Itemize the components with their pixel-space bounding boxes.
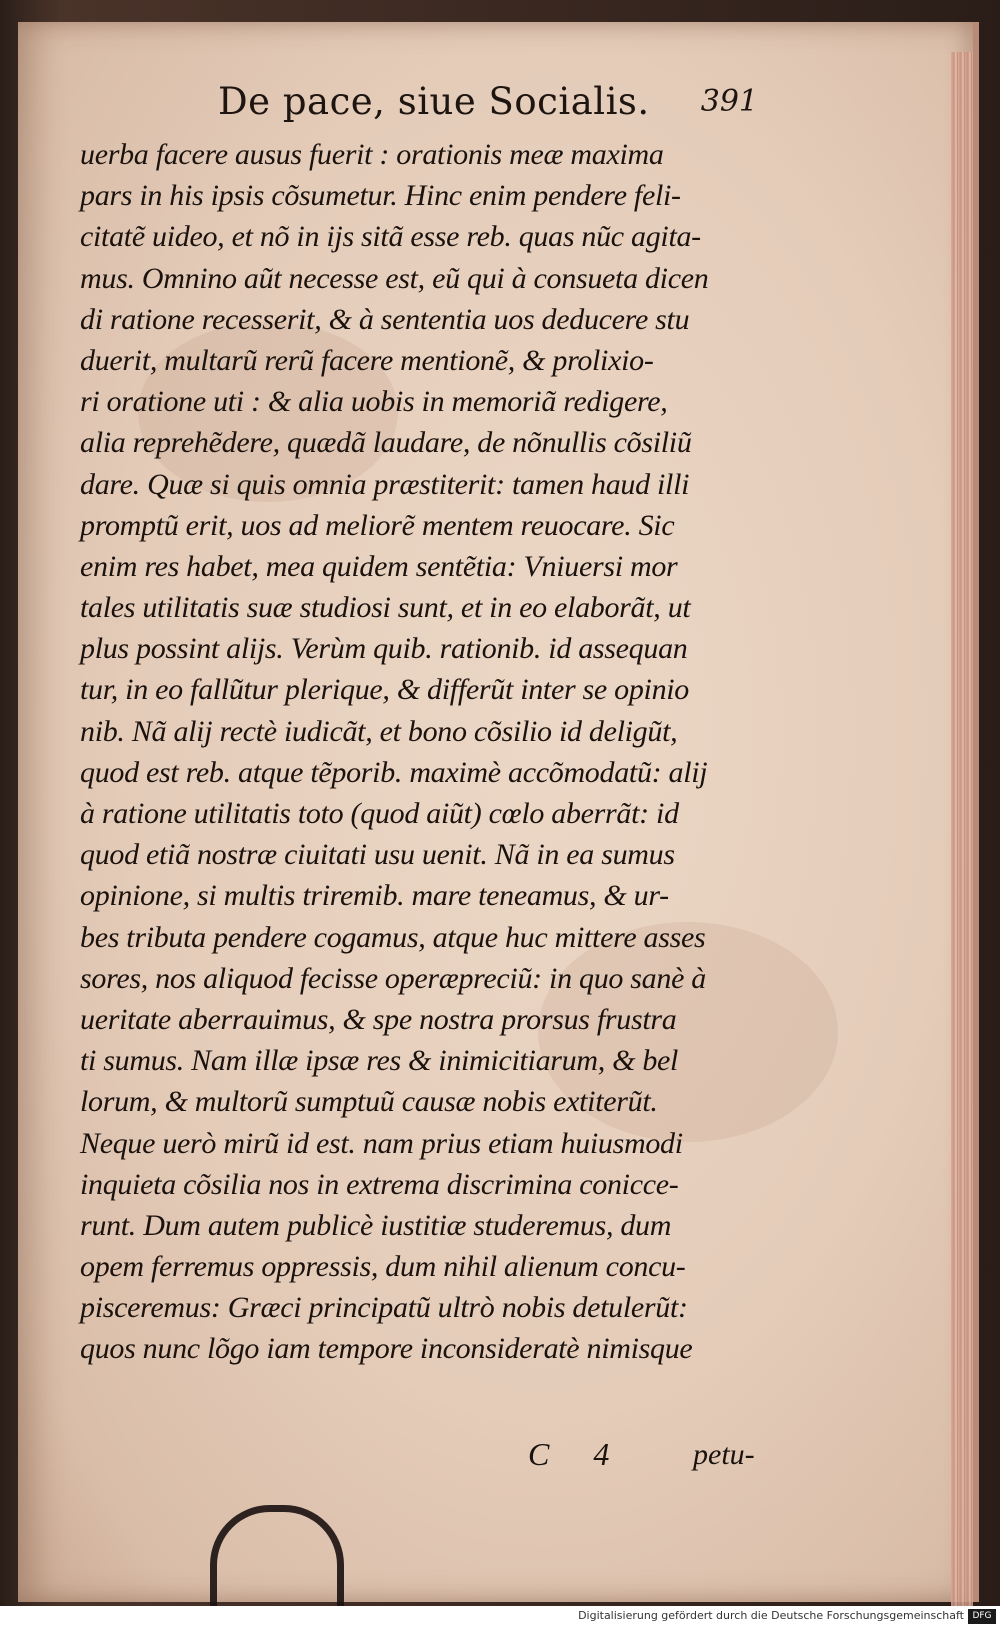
- text-line: citatẽ uideo, et nõ in ijs sitã esse reb. quas nũc agita-: [80, 220, 701, 254]
- text-line: bes tributa pendere cogamus, atque huc mittere asses: [80, 920, 706, 954]
- text-line: pars in his ipsis cõsumetur. Hinc enim pendere feli-: [80, 179, 681, 213]
- text-line: uerba facere ausus fuerit : orationis meæ maxima: [80, 138, 664, 171]
- text-line: opem ferremus oppressis, dum nihil alienum concu-: [80, 1250, 686, 1284]
- page-footer: [18, 1436, 973, 1486]
- text-line: opinione, si multis triremib. mare teneamus, & ur-: [80, 879, 669, 913]
- text-line: plus possint alijs. Verùm quib. rationib. id assequan: [80, 632, 688, 666]
- dfg-logo-icon: DFG: [968, 1609, 996, 1624]
- catchword: petu-: [693, 1438, 755, 1471]
- text-line: ueritate aberrauimus, & spe nostra prorsus frustra: [80, 1002, 677, 1036]
- text-line: tur, in eo fallũtur plerique, & differũt inter se opinio: [80, 673, 690, 707]
- text-line: quod est reb. atque tẽporib. maximè accõmodatũ: alij: [80, 755, 708, 789]
- text-line: enim res habet, mea quidem sentẽtia: Vniuersi mor: [80, 549, 678, 583]
- text-line: di ratione recesserit, & à sententia uos deducere stu: [80, 302, 690, 336]
- text-line: pisceremus: Græci principatũ ultrò nobis detulerũt:: [80, 1291, 688, 1325]
- text-line: alia reprehẽdere, quædã laudare, de nõnullis cõsiliũ: [80, 426, 692, 460]
- body-text: [80, 134, 780, 1370]
- text-line: sores, nos aliquod fecisse operæpreciũ: in quo sanè à: [80, 961, 706, 995]
- text-line: quos nunc lõgo iam tempore inconsideratè nimisque: [80, 1332, 693, 1366]
- text-line: mus. Omnino aũt necesse est, eũ qui à consueta dicen: [80, 261, 709, 295]
- text-line: ri oratione uti : & alia uobis in memoriã redigere,: [80, 385, 668, 419]
- page-header: [218, 74, 798, 134]
- text-line: inquieta cõsilia nos in extrema discrimina conicce-: [80, 1167, 679, 1201]
- running-title: De pace, siue Socialis.: [218, 80, 650, 123]
- page-edges: [951, 52, 973, 1612]
- text-line: duerit, multarũ rerũ facere mentionẽ, & prolixio-: [80, 343, 654, 377]
- text-line: promptũ erit, uos ad meliorẽ mentem reuocare. Sic: [80, 508, 675, 542]
- text-line: tales utilitatis suæ studiosi sunt, et in eo elaborãt, ut: [80, 591, 691, 625]
- text-line: runt. Dum autem publicè iustitiæ studeremus, dum: [80, 1208, 672, 1242]
- text-line: lorum, & multorũ sumptuũ causæ nobis extiterũt.: [80, 1085, 658, 1119]
- text-line: ti sumus. Nam illæ ipsæ res & inimicitiarum, & bel: [80, 1044, 679, 1078]
- text-line: à ratione utilitatis toto (quod aiũt) cœlo aberrãt: id: [80, 797, 679, 830]
- page-number: 391: [700, 84, 758, 119]
- text-line: dare. Quæ si quis omnia præstiterit: tamen haud illi: [80, 467, 690, 501]
- signature-mark: C 4: [528, 1436, 628, 1472]
- credit-text: Digitalisierung gefördert durch die Deutsche Forschungsgemeinschaft: [578, 1609, 964, 1622]
- text-line: nib. Nã alij rectè iudicãt, et bono cõsilio id deligũt,: [80, 714, 678, 748]
- credit-bar: [0, 1606, 1000, 1628]
- text-line: Neque uerò mirũ id est. nam prius etiam huiusmodi: [80, 1126, 683, 1160]
- book-page: [18, 22, 979, 1602]
- text-line: quod etiã nostræ ciuitati usu uenit. Nã in ea sumus: [80, 838, 675, 872]
